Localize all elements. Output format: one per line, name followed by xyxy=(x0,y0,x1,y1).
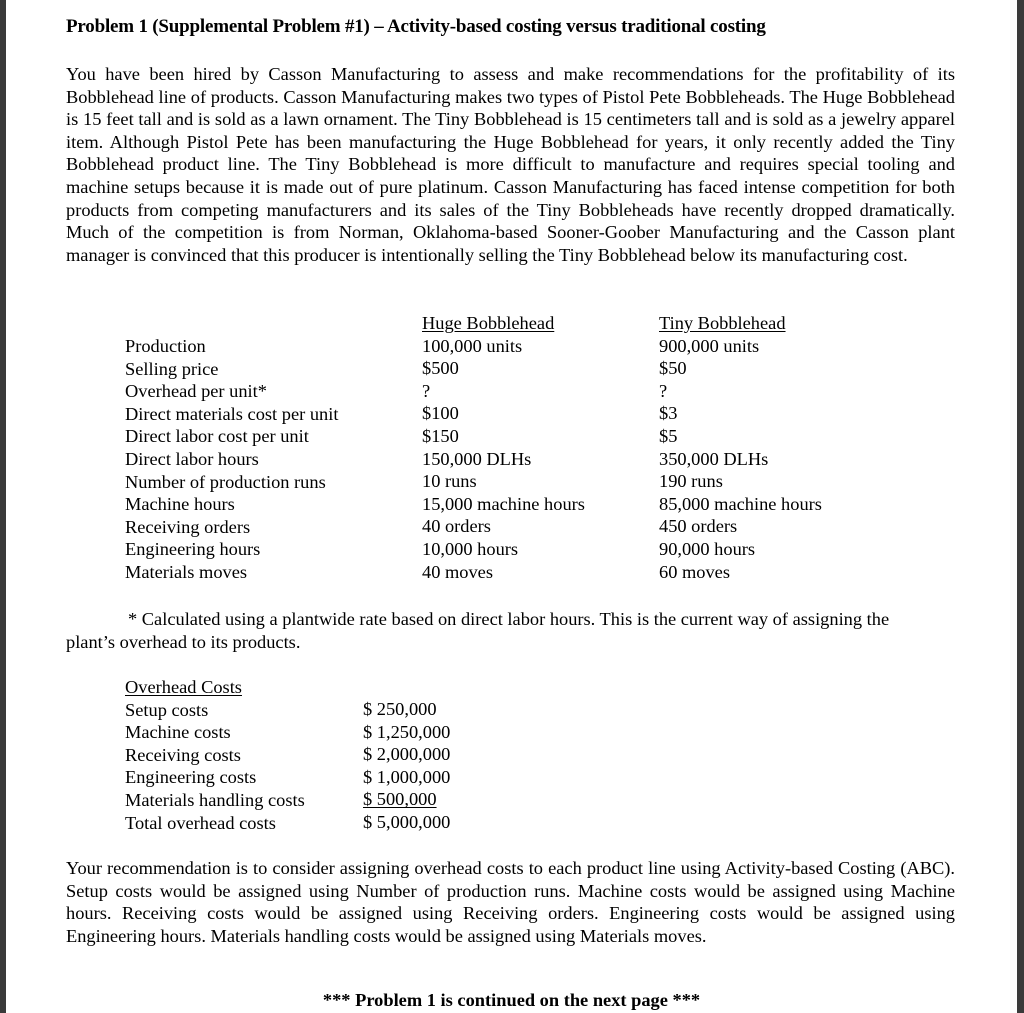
huge-overhead-per-unit: ? xyxy=(422,380,431,401)
row-label-overhead-per-unit: Overhead per unit* xyxy=(125,381,267,402)
huge-column-header: Huge Bobblehead xyxy=(422,313,555,333)
overhead-label-total: Total overhead costs xyxy=(125,812,276,833)
tiny-column-header: Tiny Bobblehead xyxy=(659,313,786,333)
tiny-production: 900,000 units xyxy=(659,335,760,356)
right-window-edge xyxy=(1017,0,1024,1013)
overhead-value-total: $ 5,000,000 xyxy=(363,811,451,832)
huge-bobblehead-column xyxy=(422,312,585,583)
product-row-labels xyxy=(125,335,338,584)
row-label-materials-moves: Materials moves xyxy=(125,561,248,582)
tiny-direct-labor-hours: 350,000 DLHs xyxy=(659,448,769,469)
huge-receiving-orders: 40 orders xyxy=(422,516,491,537)
tiny-machine-hours: 85,000 machine hours xyxy=(659,493,822,514)
huge-selling-price: $500 xyxy=(422,358,459,379)
row-label-production-runs: Number of production runs xyxy=(125,471,326,492)
overhead-value-materials-handling: $ 500,000 xyxy=(363,789,437,810)
continued-footer: *** Problem 1 is continued on the next page *** xyxy=(322,990,701,1010)
huge-direct-labor-cost: $150 xyxy=(422,425,459,446)
tiny-engineering-hours: 90,000 hours xyxy=(659,538,756,559)
overhead-label-receiving: Receiving costs xyxy=(125,744,241,765)
overhead-value-engineering: $ 1,000,000 xyxy=(363,766,451,787)
problem-title: Problem 1 (Supplemental Problem #1) – Activity-based costing versus traditional costing xyxy=(66,16,766,37)
footnote-line-2: plant’s overhead to its products. xyxy=(66,631,301,652)
huge-engineering-hours: 10,000 hours xyxy=(422,538,519,559)
tiny-production-runs: 190 runs xyxy=(659,471,723,492)
row-label-selling-price: Selling price xyxy=(125,358,219,379)
huge-machine-hours: 15,000 machine hours xyxy=(422,493,585,514)
overhead-labels xyxy=(125,676,305,834)
row-label-production: Production xyxy=(125,336,206,356)
footnote-line-1: * Calculated using a plantwide rate based on direct labor hours. This is the current way of assigning the xyxy=(128,609,890,629)
tiny-overhead-per-unit: ? xyxy=(659,380,668,401)
huge-direct-labor-hours: 150,000 DLHs xyxy=(422,448,532,469)
intro-paragraph: You have been hired by Casson Manufacturing to assess and make recommendations for the profitability of its Bobblehead line of products. Casson Manufacturing makes two types of Pistol Pete Bobbleheads. The Huge Bobblehead is 15 feet tall and is sold as a lawn ornament. The Tiny Bobblehead is 15 centimeters tall and is sold as a jewelry apparel item. Although Pistol Pete has been manufacturing the Huge Bobblehead for years, it only recently added the Tiny Bobblehead product line. The Tiny Bobblehead is more difficult to manufacture and requires special tooling and machine setups because it is made out of pure platinum. Casson Manufacturing has faced intense competition for both products from competing manufacturers and its sales of the Tiny Bobbleheads have recently dropped dramatically. Much of the competition is from Norman, Oklahoma-based Sooner-Goober Manufacturing and the Casson plant manager is convinced that this producer is intentionally selling the Tiny Bobblehead below its manufacturing cost. xyxy=(66,64,955,265)
tiny-direct-labor-cost: $5 xyxy=(659,425,678,446)
huge-production-runs: 10 runs xyxy=(422,471,477,492)
overhead-label-setup: Setup costs xyxy=(125,699,209,720)
tiny-direct-materials: $3 xyxy=(659,403,678,424)
overhead-heading: Overhead Costs xyxy=(125,677,242,697)
row-label-machine-hours: Machine hours xyxy=(125,494,235,515)
overhead-value-receiving: $ 2,000,000 xyxy=(363,744,451,765)
overhead-label-materials-handling: Materials handling costs xyxy=(125,789,305,810)
tiny-bobblehead-column xyxy=(659,312,822,583)
footnote xyxy=(66,608,956,653)
row-label-direct-labor-cost: Direct labor cost per unit xyxy=(125,426,309,447)
recommendation-paragraph: Your recommendation is to consider assigning overhead costs to each product line using Activity-based Costing (ABC). Setup costs would be assigned using Number of production runs. Machine costs would be assigned using Machine hours. Receiving costs would be assigned using Receiving orders. Engineering costs would be assigned using Engineering hours. Materials handling costs would be assigned using Materials moves. xyxy=(66,858,955,946)
overhead-label-engineering: Engineering costs xyxy=(125,767,257,788)
row-label-direct-materials: Direct materials cost per unit xyxy=(125,403,339,424)
huge-production: 100,000 units xyxy=(422,335,523,356)
row-label-receiving-orders: Receiving orders xyxy=(125,516,251,537)
document-page xyxy=(6,0,1017,1013)
tiny-materials-moves: 60 moves xyxy=(659,561,731,582)
huge-materials-moves: 40 moves xyxy=(422,561,494,582)
overhead-label-machine: Machine costs xyxy=(125,722,231,743)
tiny-selling-price: $50 xyxy=(659,358,687,379)
row-label-direct-labor-hours: Direct labor hours xyxy=(125,448,259,469)
huge-direct-materials: $100 xyxy=(422,403,459,424)
row-label-engineering-hours: Engineering hours xyxy=(125,539,261,560)
overhead-value-machine: $ 1,250,000 xyxy=(363,721,451,742)
overhead-values xyxy=(363,698,450,834)
tiny-receiving-orders: 450 orders xyxy=(659,516,738,537)
overhead-value-setup: $ 250,000 xyxy=(363,699,437,719)
